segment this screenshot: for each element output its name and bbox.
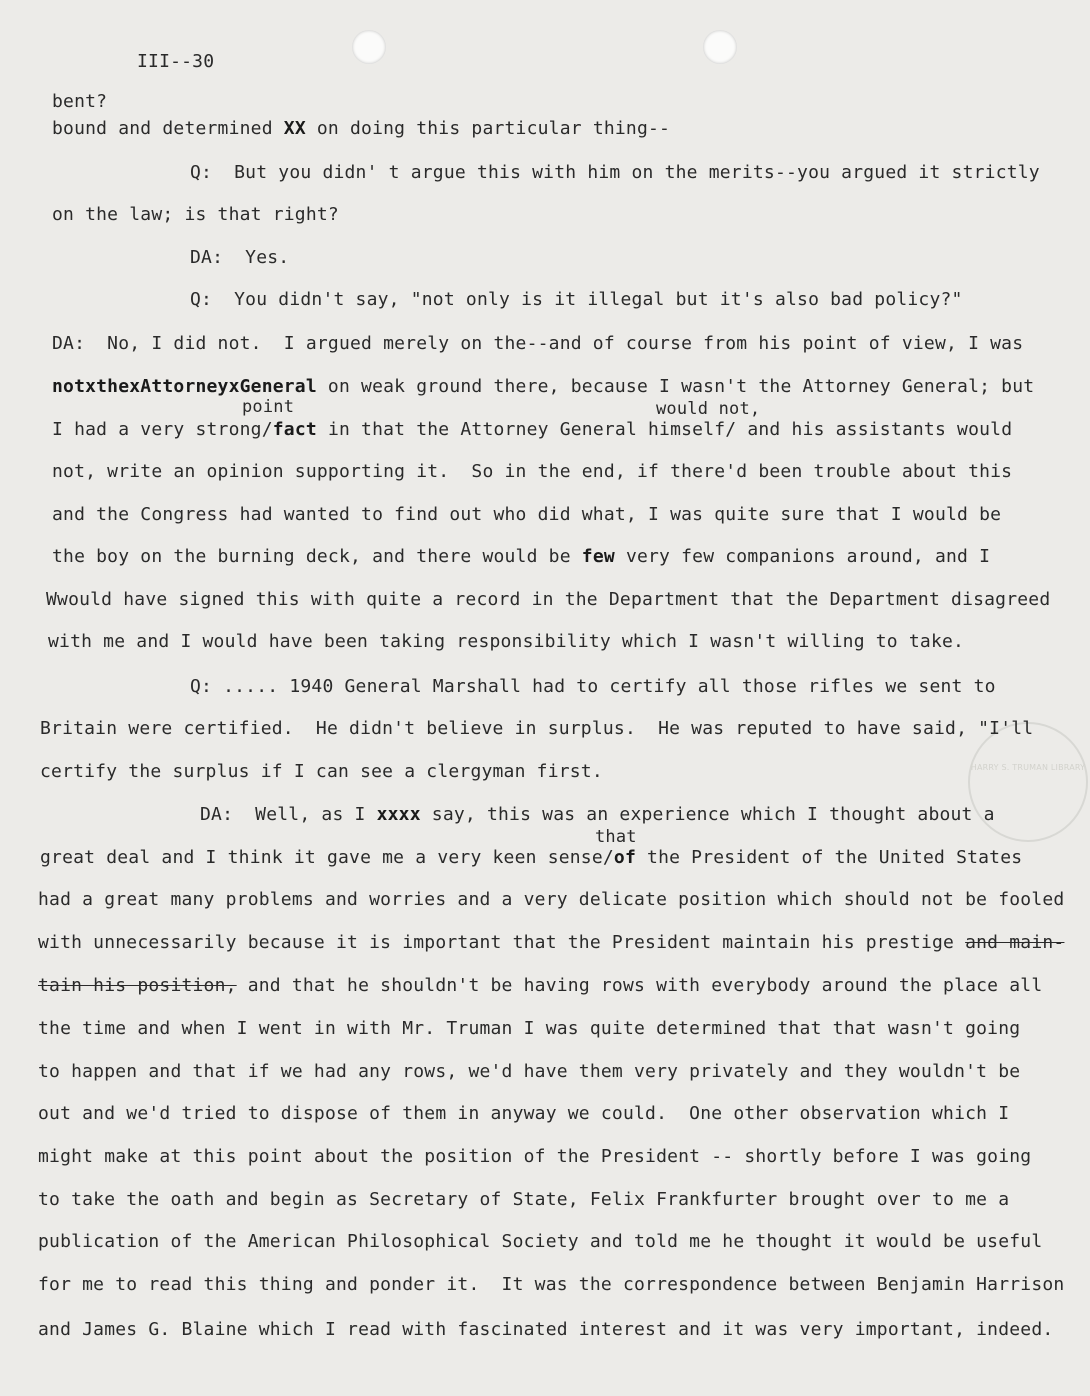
text-line: the time and when I went in with Mr. Truman I was quite determined that that wasn't going <box>38 1018 1021 1039</box>
interlinear-insertion: that <box>595 827 637 847</box>
text-line: the boy on the burning deck, and there would be few very few companions around, and I <box>52 546 991 567</box>
text-line: not, write an opinion supporting it. So in the end, if there'd been trouble about this <box>52 461 1013 482</box>
text-line: Q: ..... 1940 General Marshall had to certify all those rifles we sent to <box>190 676 996 697</box>
text-line: DA: Well, as I xxxx say, this was an experience which I thought about a <box>200 804 995 825</box>
text-line: to happen and that if we had any rows, we'd have them very privately and they wouldn't be <box>38 1061 1021 1082</box>
typed-strikeout: notxthexAttorneyxGeneral <box>52 376 317 397</box>
text-line: bent? <box>52 91 108 112</box>
page-number: III--30 <box>137 51 215 72</box>
text-line: DA: No, I did not. I argued merely on the--and of course from his point of view, I was <box>52 333 1024 354</box>
text-line: bound and determined XX on doing this particular thing-- <box>52 118 671 139</box>
text-line: tain his position, and that he shouldn't be having rows with everybody around the place all <box>38 975 1043 996</box>
text-line: with me and I would have been taking responsibility which I wasn't willing to take. <box>48 631 965 652</box>
typed-strikeout: of <box>613 847 636 868</box>
text-line: Q: But you didn' t argue this with him on the merits--you argued it strictly <box>190 162 1040 183</box>
text-line: and James G. Blaine which I read with fascinated interest and it was very important, indeed. <box>38 1319 1054 1340</box>
typed-strikeout: fact <box>272 419 317 440</box>
typed-strikeout: XX <box>283 118 306 139</box>
text-line: notxthexAttorneyxGeneral on weak ground there, because I wasn't the Attorney General; but <box>52 376 1035 397</box>
text-line: I had a very strong/fact in that the Attorney General himself/ and his assistants would <box>52 419 1013 440</box>
text-line: out and we'd tried to dispose of them in anyway we could. One other observation which I <box>38 1103 1010 1124</box>
text-line: certify the surplus if I can see a clergyman first. <box>40 761 603 782</box>
text-line: on the law; is that right? <box>52 204 339 225</box>
text-line: for me to read this thing and ponder it. It was the correspondence between Benjamin Harrison <box>38 1274 1065 1295</box>
punch-hole <box>703 30 737 64</box>
text-line: and the Congress had wanted to find out who did what, I was quite sure that I would be <box>52 504 1002 525</box>
text-line: Q: You didn't say, "not only is it illegal but it's also bad policy?" <box>190 289 963 310</box>
text-line: Britain were certified. He didn't believe in surplus. He was reputed to have said, "I'll <box>40 718 1034 739</box>
struck-text: tain his position, <box>38 975 237 996</box>
typed-strikeout: xxxx <box>376 804 421 825</box>
text-line: to take the oath and begin as Secretary of State, Felix Frankfurter brought over to me a <box>38 1189 1010 1210</box>
text-line: great deal and I think it gave me a very keen sense/of the President of the United States <box>40 847 1023 868</box>
interlinear-insertion: point <box>242 397 295 417</box>
struck-text: and main- <box>965 932 1065 953</box>
text-line: had a great many problems and worries and a very delicate position which should not be fooled <box>38 889 1065 910</box>
text-line: Wwould have signed this with quite a record in the Department that the Department disagreed <box>46 589 1051 610</box>
typed-strikeout: few <box>581 546 615 567</box>
text-line: with unnecessarily because it is important that the President maintain his prestige and main- <box>38 932 1065 953</box>
interlinear-insertion: would not, <box>656 399 761 419</box>
text-line: might make at this point about the position of the President -- shortly before I was going <box>38 1146 1032 1167</box>
text-line: publication of the American Philosophical Society and told me he thought it would be useful <box>38 1231 1043 1252</box>
text-line: DA: Yes. <box>190 247 290 268</box>
punch-hole <box>352 30 386 64</box>
stamp-text: HARRY S. TRUMAN LIBRARY <box>970 763 1086 772</box>
